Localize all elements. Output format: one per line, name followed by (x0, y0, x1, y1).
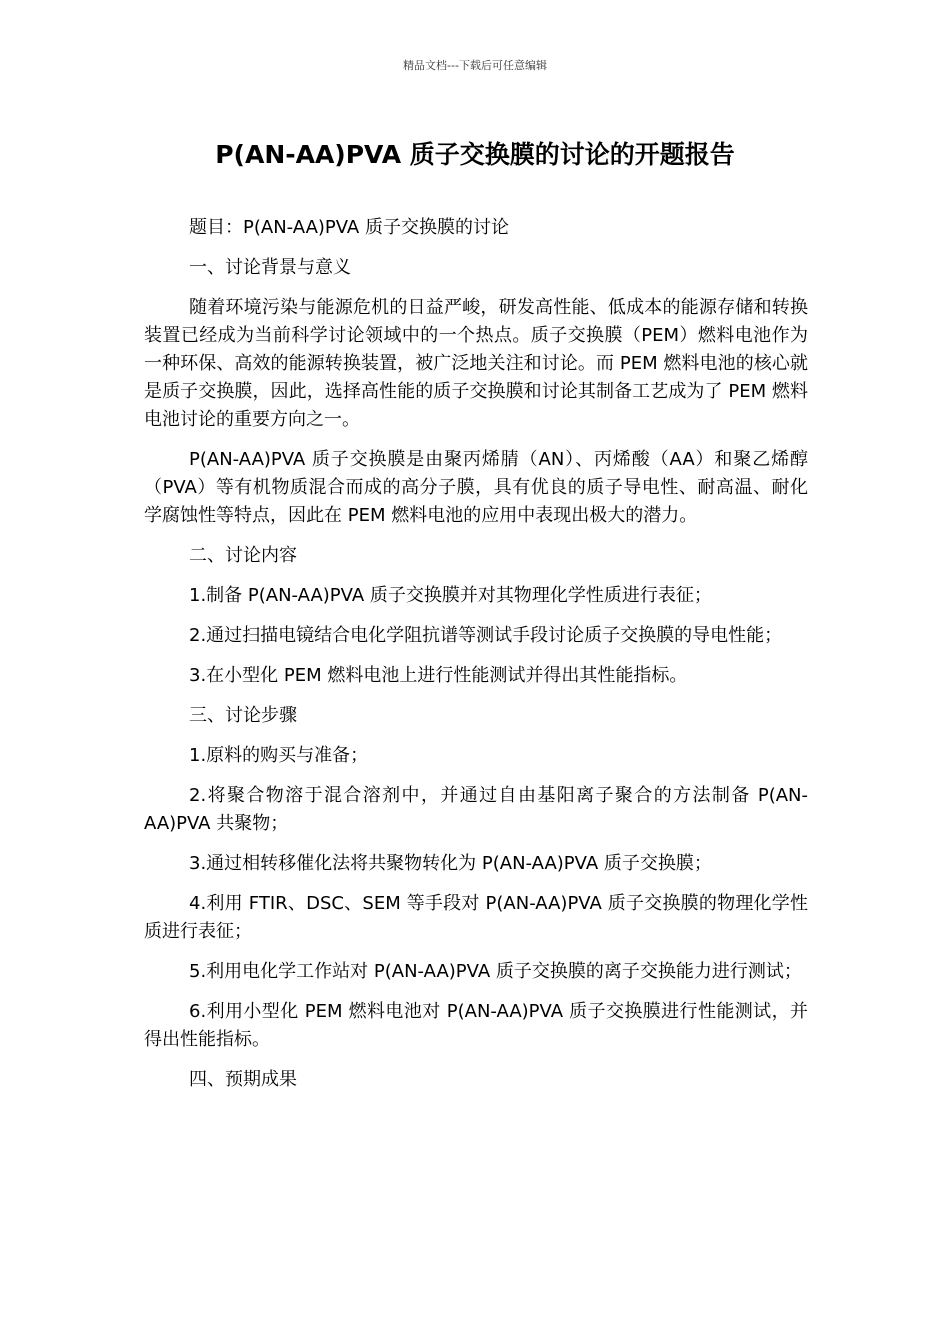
step-item-5: 5.利用电化学工作站对 P(AN-AA)PVA 质子交换膜的离子交换能力进行测试； (189, 961, 802, 982)
section-heading-expected-results: 四、预期成果 (189, 1069, 297, 1090)
content-item-1: 1.制备 P(AN-AA)PVA 质子交换膜并对其物理化学性质进行表征； (189, 585, 712, 606)
page-header-note: 精品文档---下载后可任意编辑 (403, 59, 547, 72)
content-item-3: 3.在小型化 PEM 燃料电池上进行性能测试并得出其性能指标。 (189, 665, 688, 686)
step-item-1: 1.原料的购买与准备； (189, 745, 369, 766)
document-title: P(AN-AA)PVA 质子交换膜的讨论的开题报告 (215, 140, 735, 169)
content-item-2: 2.通过扫描电镜结合电化学阻抗谱等测试手段讨论质子交换膜的导电性能； (189, 625, 783, 646)
document-body (144, 214, 808, 1106)
background-paragraph-1: 随着环境污染与能源危机的日益严峻，研发高性能、低成本的能源存储和转换装置已经成为当前科学讨论领域中的一个热点。质子交换膜（PEM）燃料电池作为一种环保、高效的能源转换装置，被广泛地关注和讨论。而 PEM 燃料电池的核心就是质子交换膜，因此，选择高性能的质子交换膜和讨论其制备工艺成为了 PEM 燃料电池讨论的重要方向之一。 (144, 297, 808, 430)
step-item-4: 4.利用 FTIR、DSC、SEM 等手段对 P(AN-AA)PVA 质子交换膜的物理化学性质进行表征； (144, 893, 808, 942)
topic-line: 题目：P(AN-AA)PVA 质子交换膜的讨论 (189, 217, 509, 238)
section-heading-steps: 三、讨论步骤 (189, 705, 297, 726)
background-paragraph-2: P(AN-AA)PVA 质子交换膜是由聚丙烯腈（AN）、丙烯酸（AA）和聚乙烯醇（PVA）等有机物质混合而成的高分子膜，具有优良的质子导电性、耐高温、耐化学腐蚀性等特点，因此在 PEM 燃料电池的应用中表现出极大的潜力。 (144, 449, 808, 526)
step-item-2: 2.将聚合物溶于混合溶剂中，并通过自由基阳离子聚合的方法制备 P(AN-AA)PVA 共聚物； (144, 785, 808, 834)
section-heading-background: 一、讨论背景与意义 (189, 257, 351, 278)
section-heading-content: 二、讨论内容 (189, 545, 297, 566)
step-item-6: 6.利用小型化 PEM 燃料电池对 P(AN-AA)PVA 质子交换膜进行性能测试，并得出性能指标。 (144, 1001, 808, 1050)
step-item-3: 3.通过相转移催化法将共聚物转化为 P(AN-AA)PVA 质子交换膜； (189, 853, 712, 874)
